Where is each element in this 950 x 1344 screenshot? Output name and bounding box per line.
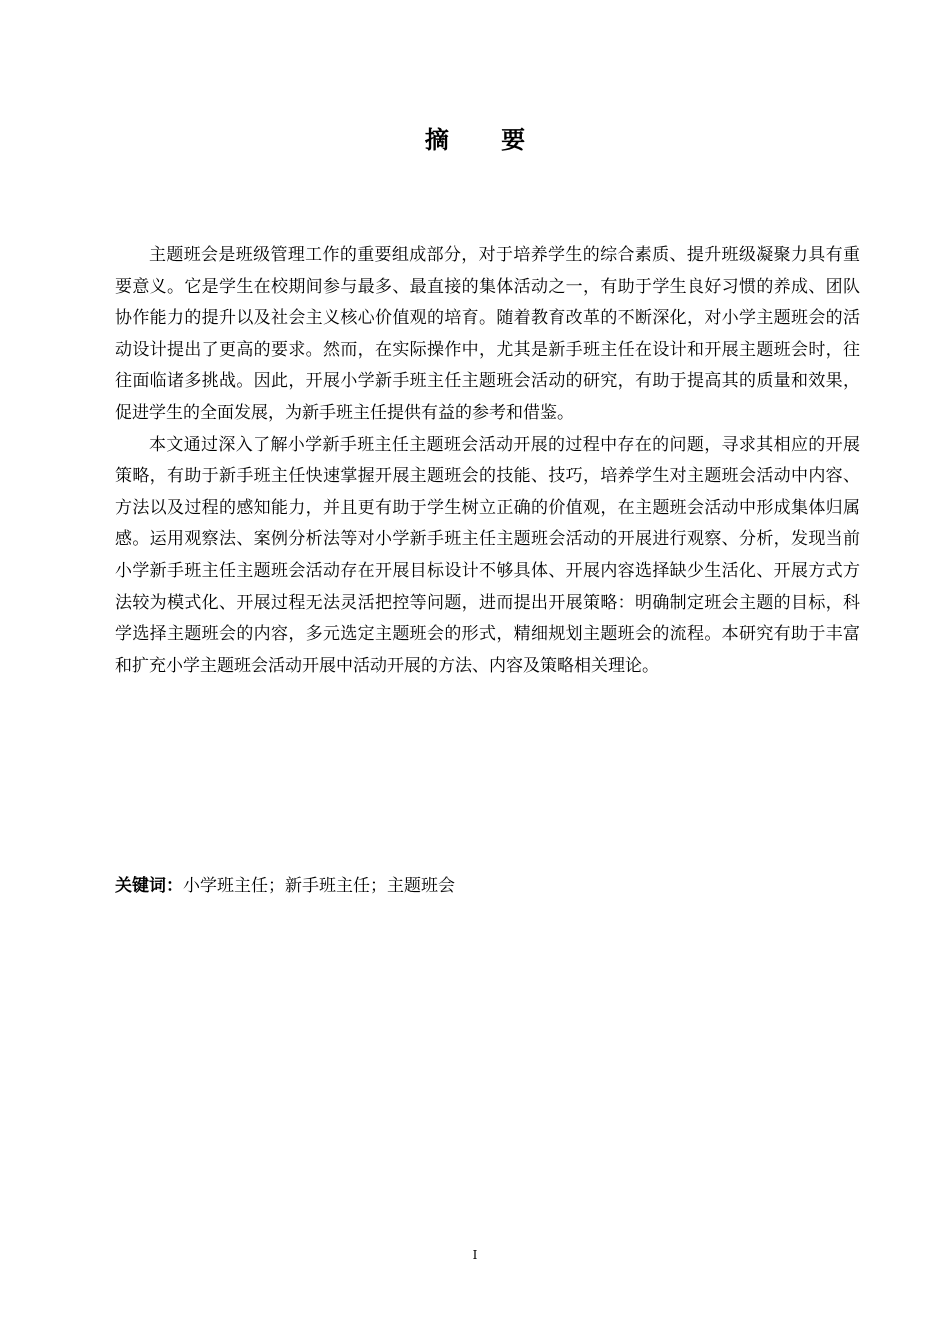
keywords-value: 小学班主任；新手班主任；主题班会 xyxy=(183,876,455,896)
keywords-label: 关键词： xyxy=(115,876,183,896)
abstract-body xyxy=(115,240,860,682)
page-number: I xyxy=(472,1248,478,1262)
abstract-paragraph-1: 主题班会是班级管理工作的重要组成部分，对于培养学生的综合素质、提升班级凝聚力具有重要意义。它是学生在校期间参与最多、最直接的集体活动之一，有助于学生良好习惯的养成、团队协作能力的提升以及社会主义核心价值观的培育。随着教育改革的不断深化，对小学主题班会的活动设计提出了更高的要求。然而，在实际操作中，尤其是新手班主任在设计和开展主题班会时，往往面临诸多挑战。因此，开展小学新手班主任主题班会活动的研究，有助于提高其的质量和效果，促进学生的全面发展，为新手班主任提供有益的参考和借鉴。 xyxy=(115,245,860,423)
abstract-title: 摘 要 xyxy=(424,126,548,154)
keywords-line xyxy=(115,872,860,900)
abstract-paragraph-2: 本文通过深入了解小学新手班主任主题班会活动开展的过程中存在的问题，寻求其相应的开展策略，有助于新手班主任快速掌握开展主题班会的技能、技巧，培养学生对主题班会活动中内容、方法以及过程的感知能力，并且更有助于学生树立正确的价值观，在主题班会活动中形成集体归属感。运用观察法、案例分析法等对小学新手班主任主题班会活动的开展进行观察、分析，发现当前小学新手班主任主题班会活动存在开展目标设计不够具体、开展内容选择缺少生活化、开展方式方法较为模式化、开展过程无法灵活把控等问题，进而提出开展策略：明确制定班会主题的目标，科学选择主题班会的内容，多元选定主题班会的形式，精细规划主题班会的流程。本研究有助于丰富和扩充小学主题班会活动开展中活动开展的方法、内容及策略相关理论。 xyxy=(115,434,860,676)
